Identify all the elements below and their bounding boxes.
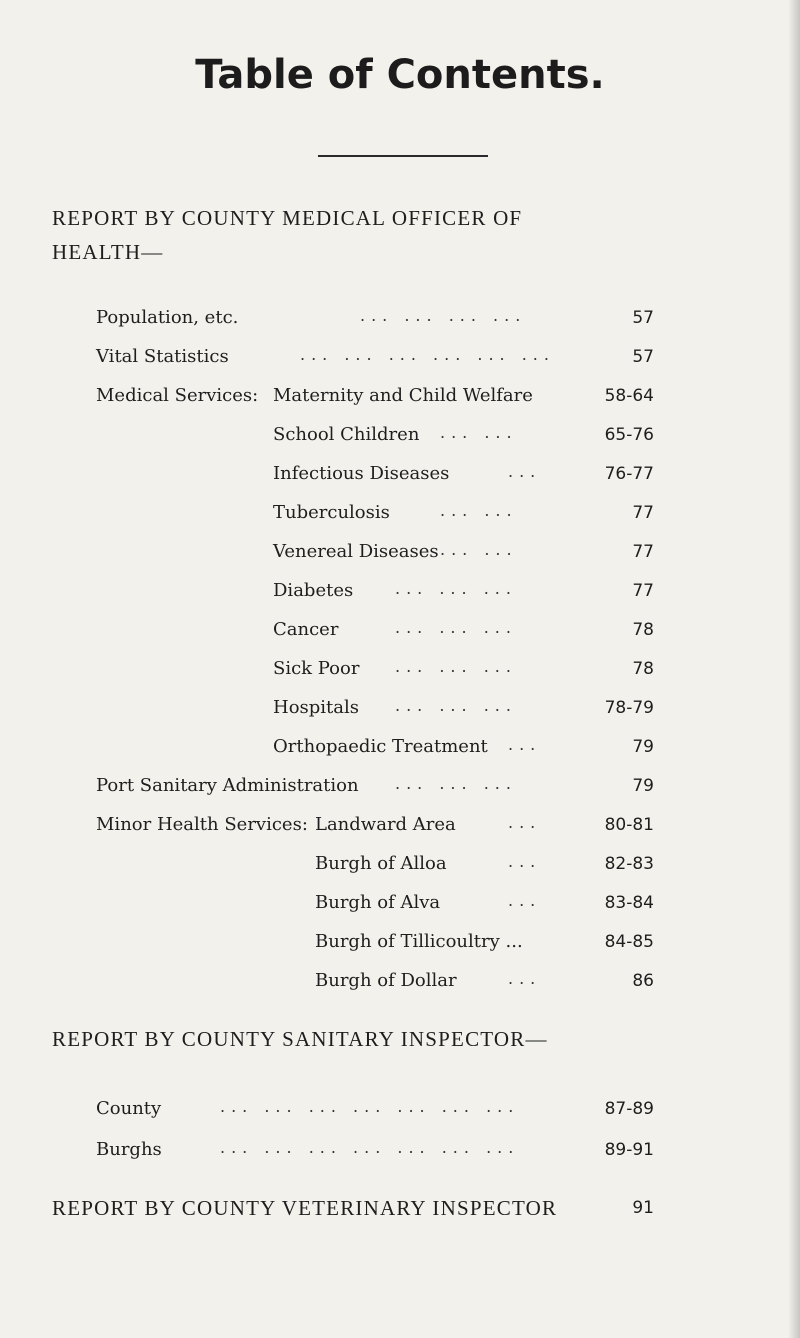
leader-dots: ... ... ... ... ... ... ...	[220, 1138, 520, 1157]
page-number: 57	[632, 347, 654, 367]
leader-dots: ...	[508, 462, 542, 481]
page-number: 77	[632, 542, 654, 562]
leader-dots: ... ... ...	[395, 774, 517, 793]
section-heading-medical: REPORT BY COUNTY MEDICAL OFFICER OF	[52, 206, 523, 230]
entry-burgh-dollar: Burgh of Dollar	[315, 970, 457, 991]
entry-maternity: Maternity and Child Welfare	[273, 385, 533, 406]
section-heading-medical-cont: HEALTH—	[52, 240, 164, 264]
entry-medical-services: Medical Services:	[96, 385, 259, 406]
page-number: 58-64	[604, 386, 654, 406]
section-heading-sanitary: REPORT BY COUNTY SANITARY INSPECTOR—	[52, 1027, 548, 1051]
title-rule	[318, 155, 488, 157]
page-number: 77	[632, 503, 654, 523]
page-number: 79	[632, 776, 654, 796]
entry-hospitals: Hospitals	[273, 697, 360, 718]
page-number: 84-85	[604, 932, 654, 952]
leader-dots: ...	[508, 969, 542, 988]
entry-sick-poor: Sick Poor	[273, 658, 360, 679]
page-number: 87-89	[604, 1099, 654, 1119]
leader-dots: ...	[508, 735, 542, 754]
entry-population: Population, etc.	[96, 307, 239, 328]
page-number: 83-84	[604, 893, 654, 913]
page-edge-shadow	[788, 0, 800, 1338]
page-title: Table of Contents.	[195, 52, 605, 98]
page-number: 86	[632, 971, 654, 991]
page-number: 79	[632, 737, 654, 757]
entry-vital-statistics: Vital Statistics	[96, 346, 229, 367]
leader-dots: ...	[508, 852, 542, 871]
entry-minor-health-services: Minor Health Services:	[96, 814, 308, 835]
leader-dots: ...	[508, 813, 542, 832]
page-number: 78	[632, 659, 654, 679]
leader-dots: ... ... ... ... ... ... ...	[220, 1097, 520, 1116]
page-number: 89-91	[604, 1140, 654, 1160]
entry-port-sanitary: Port Sanitary Administration	[96, 775, 359, 796]
leader-dots: ... ... ... ...	[360, 306, 527, 325]
leader-dots: ...	[508, 891, 542, 910]
page-number: 57	[632, 308, 654, 328]
leader-dots: ... ...	[440, 501, 518, 520]
entry-burgh-alloa: Burgh of Alloa	[315, 853, 447, 874]
leader-dots: ... ... ... ... ... ...	[300, 345, 555, 364]
entry-burgh-alva: Burgh of Alva	[315, 892, 441, 913]
leader-dots: ... ... ...	[395, 696, 517, 715]
entry-landward-area: Landward Area	[315, 814, 456, 835]
page-number: 82-83	[604, 854, 654, 874]
leader-dots: ... ...	[440, 423, 518, 442]
entry-tuberculosis: Tuberculosis	[273, 502, 390, 523]
page-number: 76-77	[604, 464, 654, 484]
entry-county: County	[96, 1098, 162, 1119]
entry-burghs: Burghs	[96, 1139, 162, 1160]
page-number: 78-79	[604, 698, 654, 718]
section-heading-veterinary: REPORT BY COUNTY VETERINARY INSPECTOR	[52, 1196, 558, 1220]
entry-school-children: School Children	[273, 424, 420, 445]
leader-dots: ... ... ...	[395, 579, 517, 598]
entry-venereal-diseases: Venereal Diseases	[273, 541, 439, 562]
page-number: 78	[632, 620, 654, 640]
page-number: 77	[632, 581, 654, 601]
page-number: 80-81	[604, 815, 654, 835]
entry-diabetes: Diabetes	[273, 580, 354, 601]
leader-dots: ... ... ...	[395, 657, 517, 676]
leader-dots: ... ...	[440, 540, 518, 559]
leader-dots: ... ... ...	[395, 618, 517, 637]
entry-cancer: Cancer	[273, 619, 339, 640]
entry-burgh-tillicoultry: Burgh of Tillicoultry ...	[315, 931, 523, 952]
entry-infectious-diseases: Infectious Diseases	[273, 463, 450, 484]
page-number: 65-76	[604, 425, 654, 445]
entry-orthopaedic-treatment: Orthopaedic Treatment	[273, 736, 488, 757]
page-number: 91	[632, 1198, 654, 1218]
